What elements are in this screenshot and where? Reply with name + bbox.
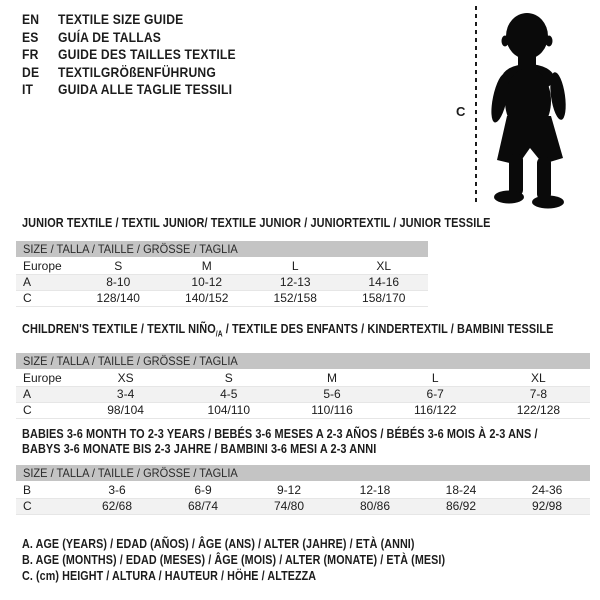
size-header-bar <box>16 241 428 257</box>
row-label: C <box>23 291 32 305</box>
legend-line-a: A. AGE (YEARS) / EDAD (AÑOS) / ÂGE (ANS) / ALTER (JAHRE) / ETÀ (ANNI) <box>22 537 415 551</box>
table-row <box>16 403 590 419</box>
table-cell: 74/80 <box>273 499 305 513</box>
table-cell: XL <box>531 370 546 385</box>
table-cell: M <box>326 370 337 385</box>
lang-row-en <box>22 11 236 29</box>
table-cell: XL <box>376 259 392 273</box>
lang-label: TEXTILGRÖßENFÜHRUNG <box>58 64 216 80</box>
table-cell: 104/110 <box>207 402 251 417</box>
table-cell: S <box>224 370 233 385</box>
lang-code: FR <box>22 47 39 62</box>
table-cell: XS <box>117 370 134 385</box>
table-cell: 18-24 <box>445 483 477 497</box>
table-cell: 6-7 <box>426 386 444 401</box>
table-cell: 3-4 <box>116 386 135 401</box>
childrens-textile-table <box>16 322 590 419</box>
table-cell: L <box>431 370 439 385</box>
babies-textile-table <box>16 426 590 515</box>
row-label: C <box>23 402 32 417</box>
row-label: A <box>23 386 32 401</box>
table-title <box>22 321 554 342</box>
size-header-label: SIZE / TALLA / TAILLE / GRÖSSE / TAGLIA <box>23 242 238 256</box>
lang-label: GUIDE DES TAILLES TEXTILE <box>58 47 236 62</box>
language-title-block <box>22 11 236 99</box>
table-cell: 14-16 <box>368 275 400 289</box>
lang-row-fr <box>22 46 236 64</box>
table-cell: 24-36 <box>531 483 563 497</box>
lang-label: GUIDA ALLE TAGLIE TESSILI <box>58 82 233 97</box>
baby-silhouette-icon <box>484 6 576 211</box>
table-cell: M <box>201 259 212 273</box>
height-dashed-line <box>475 6 477 206</box>
table-cell: 62/68 <box>101 499 133 513</box>
table-cell: 6-9 <box>194 483 212 497</box>
height-measure-label: C <box>456 104 466 119</box>
table-cell: 110/116 <box>311 402 353 417</box>
size-header-label: SIZE / TALLA / TAILLE / GRÖSSE / TAGLIA <box>23 466 238 480</box>
row-label: B <box>23 483 32 497</box>
row-label: Europe <box>23 370 62 385</box>
table-cell: 8-10 <box>106 275 131 289</box>
table-title-line2: BABYS 3-6 MONATE BIS 2-3 JAHRE / BAMBINI 3-6 MESI A 2-3 ANNI <box>22 441 377 456</box>
lang-code: EN <box>22 12 40 27</box>
table-cell: 92/98 <box>531 499 563 513</box>
size-header-bar <box>16 353 590 369</box>
table-cell: 116/122 <box>413 402 457 417</box>
table-cell: 12-13 <box>279 275 311 289</box>
measure-legend <box>22 536 514 584</box>
table-title: JUNIOR TEXTILE / TEXTIL JUNIOR/ TEXTILE JUNIOR / JUNIORTEXTIL / JUNIOR TESSILE <box>22 215 491 230</box>
lang-row-de <box>22 64 236 82</box>
row-label: Europe <box>23 259 62 273</box>
lang-code: DE <box>22 64 40 80</box>
size-header-bar <box>16 465 590 481</box>
table-row <box>16 259 428 275</box>
title-text: / TEXTILE DES ENFANTS / KINDERTEXTIL / BAMBINI TESSILE <box>222 321 554 336</box>
lang-code: ES <box>22 29 39 45</box>
table-cell: L <box>291 259 299 273</box>
lang-label: TEXTILE SIZE GUIDE <box>58 12 184 27</box>
row-label: A <box>23 275 32 289</box>
table-row <box>16 387 590 403</box>
table-cell: 3-6 <box>108 483 126 497</box>
table-row <box>16 275 428 291</box>
size-header-label: SIZE / TALLA / TAILLE / GRÖSSE / TAGLIA <box>23 353 238 368</box>
table-cell: 10-12 <box>191 275 223 289</box>
table-cell: 80/86 <box>359 499 391 513</box>
title-subscript: /A <box>215 329 223 339</box>
table-cell: 152/158 <box>273 291 317 305</box>
table-cell: 128/140 <box>96 291 140 305</box>
table-row <box>16 499 590 515</box>
table-cell: 140/152 <box>185 291 229 305</box>
table-cell: 9-12 <box>276 483 302 497</box>
table-cell: 5-6 <box>323 386 341 401</box>
legend-line-b: B. AGE (MONTHS) / EDAD (MESES) / ÂGE (MOIS) / ALTER (MONATE) / ETÀ (MESI) <box>22 553 446 567</box>
table-cell: 86/92 <box>445 499 477 513</box>
row-label: C <box>23 499 32 513</box>
lang-row-es <box>22 29 236 47</box>
table-cell: 68/74 <box>187 499 219 513</box>
lang-code: IT <box>22 82 34 97</box>
legend-line-c: C. (cm) HEIGHT / ALTURA / HAUTEUR / HÖHE / ALTEZZA <box>22 569 317 583</box>
table-cell: 158/170 <box>362 291 406 305</box>
table-cell: S <box>114 259 123 273</box>
table-title-line1: BABIES 3-6 MONTH TO 2-3 YEARS / BEBÉS 3-6 MESES A 2-3 AÑOS / BÉBÉS 3-6 MOIS À 2-3 ANS / <box>22 426 538 441</box>
lang-label: GUÍA DE TALLAS <box>58 29 162 45</box>
table-cell: 122/128 <box>516 402 561 417</box>
table-row <box>16 371 590 387</box>
table-cell: 12-18 <box>359 483 391 497</box>
table-row <box>16 291 428 307</box>
table-row <box>16 483 590 499</box>
height-figure <box>448 4 598 216</box>
table-cell: 4-5 <box>220 386 238 401</box>
lang-row-it <box>22 81 236 99</box>
junior-textile-table <box>16 215 491 307</box>
table-cell: 98/104 <box>107 402 144 417</box>
title-text: CHILDREN'S TEXTILE / TEXTIL NIÑO <box>22 321 216 336</box>
table-cell: 7-8 <box>529 386 548 401</box>
